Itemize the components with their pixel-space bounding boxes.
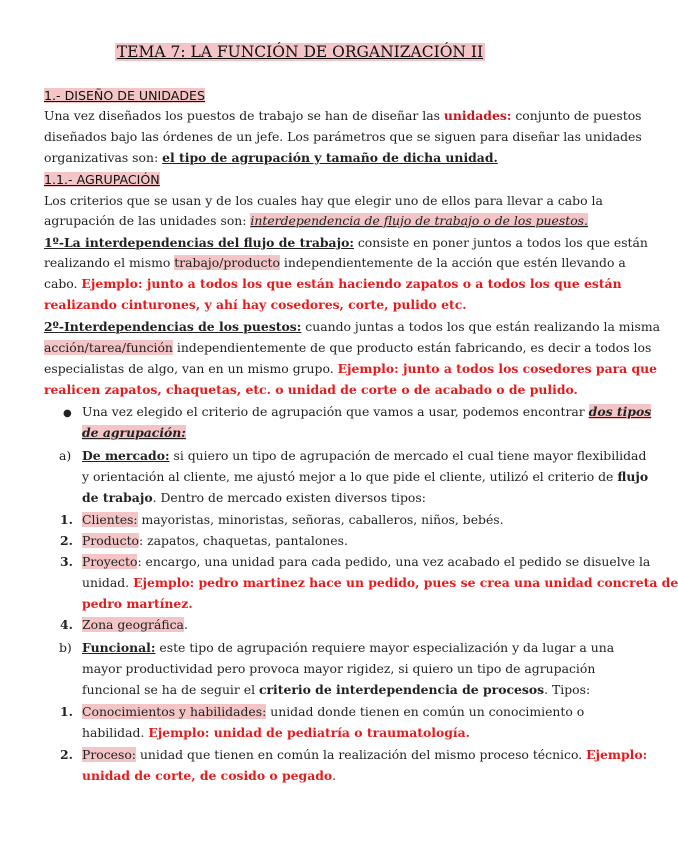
section-heading-agrupacion: 1.1.- AGRUPACIÓN bbox=[44, 172, 160, 187]
paragraph-line: especialistas de algo, van en un mismo grupo. Ejemplo: junto a todos los cosedores para que bbox=[44, 361, 658, 376]
paragraph-line: de agrupación: bbox=[82, 425, 186, 440]
list-number: 1. bbox=[60, 512, 73, 527]
list-item: Proceso: unidad que tienen en común la realización del mismo proceso técnico. Ejemplo: bbox=[82, 747, 648, 762]
paragraph-line: mayor productividad pero provoca mayor rigidez, si quiero un tipo de agrupación bbox=[82, 661, 596, 676]
list-item: Proyecto: encargo, una unidad para cada pedido, una vez acabado el pedido se disuelve la bbox=[82, 554, 651, 569]
list-number: 4. bbox=[60, 617, 73, 632]
paragraph-line: unidad. Ejemplo: pedro martinez hace un pedido, pues se crea una unidad concreta de bbox=[82, 575, 678, 590]
list-marker-b: b) bbox=[59, 640, 72, 655]
paragraph-line: Los criterios que se usan y de los cuales hay que elegir uno de ellos para llevar a cabo la bbox=[44, 193, 603, 208]
paragraph-line: 2º-Interdependencias de los puestos: cuando juntas a todos los que están realizando la misma bbox=[44, 319, 660, 334]
paragraph-line: 1º-La interdependencias del flujo de trabajo: consiste en poner juntos a todos los que están bbox=[44, 235, 648, 250]
paragraph-line: agrupación de las unidades son: interdependencia de flujo de trabajo o de los puestos. bbox=[44, 213, 588, 228]
list-number: 2. bbox=[60, 747, 73, 762]
paragraph-line: pedro martínez. bbox=[82, 596, 193, 611]
list-item: Conocimientos y habilidades: unidad donde tienen en común un conocimiento o bbox=[82, 704, 585, 719]
paragraph-line: organizativas son: el tipo de agrupación y tamaño de dicha unidad. bbox=[44, 150, 498, 165]
bullet-dot: ● bbox=[63, 408, 72, 419]
paragraph-line: realicen zapatos, chaquetas, etc. o unidad de corte o de acabado o de pulido. bbox=[44, 382, 578, 397]
list-number: 3. bbox=[60, 554, 73, 569]
document-title: TEMA 7: LA FUNCIÓN DE ORGANIZACIÓN II bbox=[116, 43, 484, 61]
paragraph-line: de trabajo. Dentro de mercado existen diversos tipos: bbox=[82, 490, 426, 505]
paragraph-line: De mercado: si quiero un tipo de agrupación de mercado el cual tiene mayor flexibilidad bbox=[82, 448, 647, 463]
list-marker-a: a) bbox=[59, 448, 72, 463]
paragraph-line: cabo. Ejemplo: junto a todos los que están haciendo zapatos o a todos los que están bbox=[44, 276, 622, 291]
list-item: Clientes: mayoristas, minoristas, señoras, caballeros, niños, bebés. bbox=[82, 512, 504, 527]
paragraph-line: realizando el mismo trabajo/producto independientemente de la acción que estén llevando a bbox=[44, 255, 626, 270]
paragraph-line: funcional se ha de seguir el criterio de interdependencia de procesos. Tipos: bbox=[82, 682, 591, 697]
list-number: 2. bbox=[60, 533, 73, 548]
paragraph-line: realizando cinturones, y ahí hay cosedores, corte, pulido etc. bbox=[44, 297, 467, 312]
paragraph-line: unidad de corte, de cosido o pegado. bbox=[82, 768, 337, 783]
list-number: 1. bbox=[60, 704, 73, 719]
list-item: Producto: zapatos, chaquetas, pantalones. bbox=[82, 533, 348, 548]
section-heading-diseno: 1.- DISEÑO DE UNIDADES bbox=[44, 88, 206, 103]
paragraph-line: Una vez diseñados los puestos de trabajo se han de diseñar las unidades: conjunto de puestos bbox=[44, 108, 642, 123]
paragraph-line: acción/tarea/función independientemente de que producto están fabricando, es decir a todos los bbox=[44, 340, 652, 355]
paragraph-line: diseñados bajo las órdenes de un jefe. Los parámetros que se siguen para diseñar las unidades bbox=[44, 129, 642, 144]
paragraph-line: y orientación al cliente, me ajustó mejor a lo que pide el cliente, utilizó el criterio de flujo bbox=[82, 469, 649, 484]
paragraph-line: Funcional: este tipo de agrupación requiere mayor especialización y da lugar a una bbox=[82, 640, 615, 655]
paragraph-line: Una vez elegido el criterio de agrupación que vamos a usar, podemos encontrar dos tipos bbox=[82, 404, 652, 419]
paragraph-line: habilidad. Ejemplo: unidad de pediatría o traumatología. bbox=[82, 725, 470, 740]
list-item: Zona geográfica. bbox=[82, 617, 188, 632]
